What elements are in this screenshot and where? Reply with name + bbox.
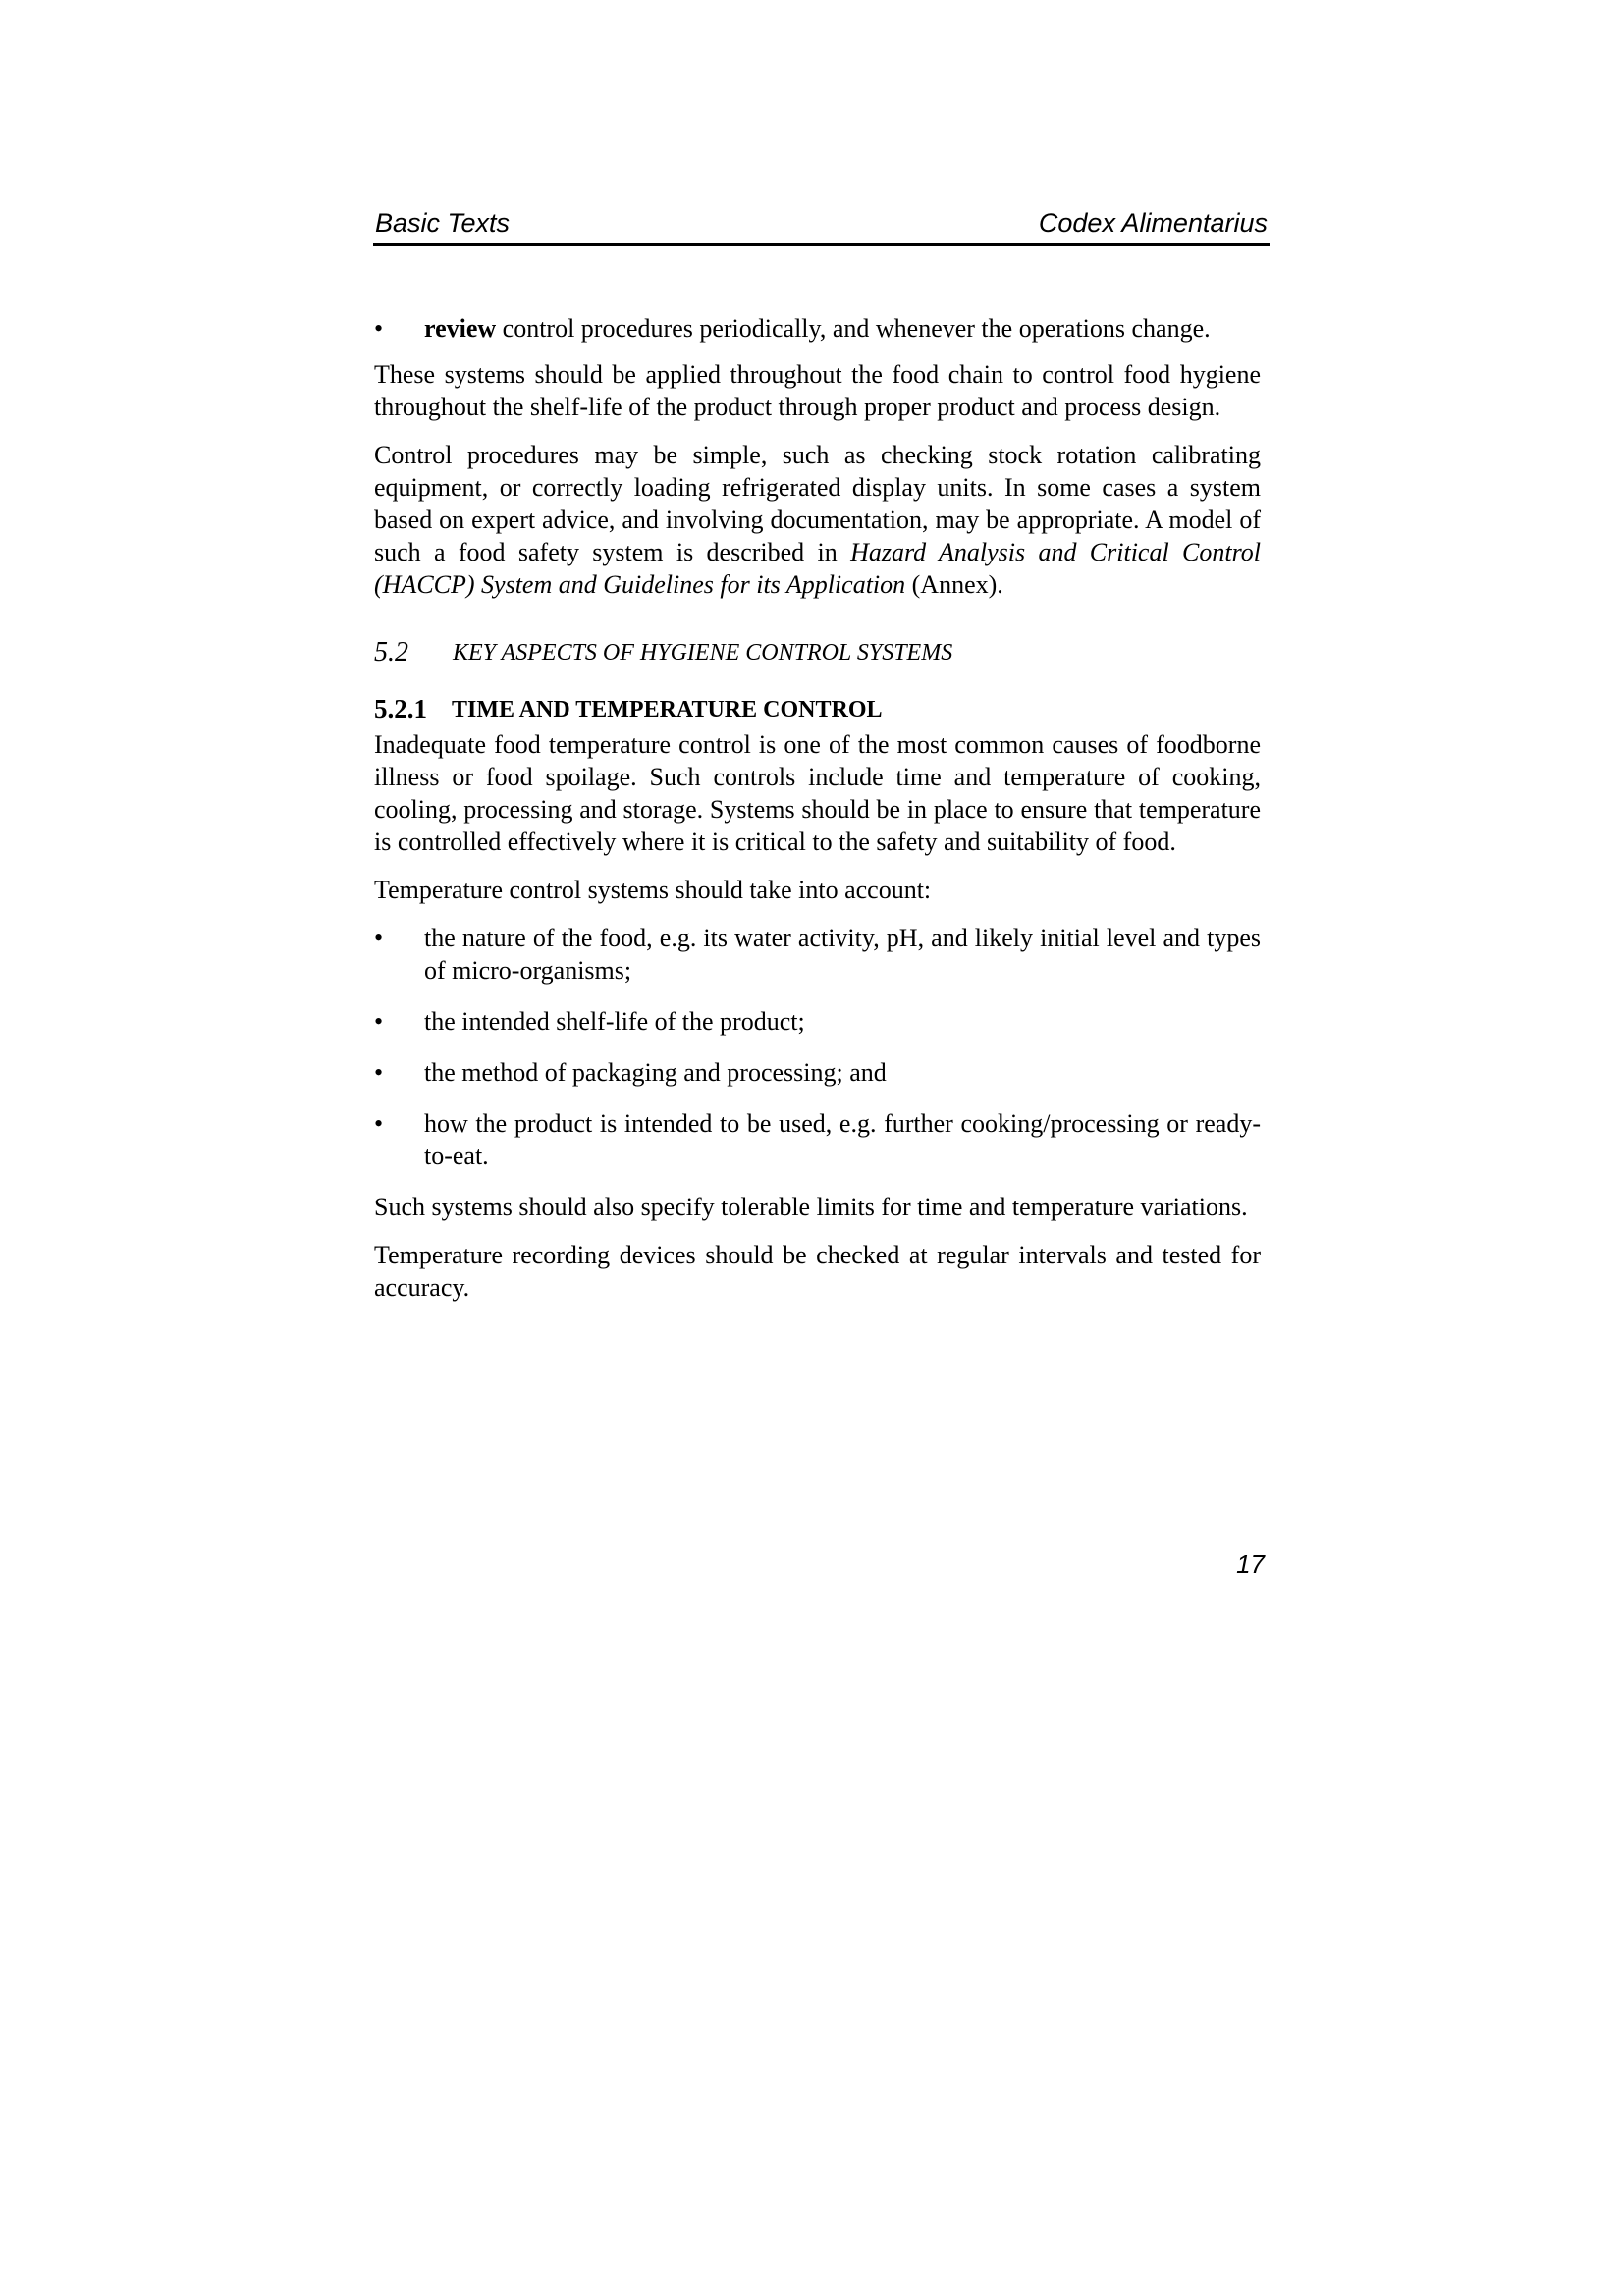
bullet-icon: •	[374, 1058, 384, 1087]
paragraph-food-chain: These systems should be applied throughout the food chain to control food hygiene throughout the shelf-life of the product through proper product and process design.	[374, 360, 1261, 421]
header-left-title: Basic Texts	[375, 208, 511, 238]
bullet-icon: •	[374, 1007, 384, 1036]
subsection-title: TIME AND TEMPERATURE CONTROL	[452, 697, 883, 722]
bullet-text: control procedures periodically, and whenever the operations change.	[496, 314, 1211, 343]
list-item-text: the method of packaging and processing; and	[424, 1058, 887, 1087]
bullet-icon: •	[374, 314, 384, 343]
paragraph-control-procedures	[374, 439, 1261, 601]
page-number: 17	[1236, 1549, 1265, 1578]
list-item-text: the intended shelf-life of the product;	[424, 1007, 805, 1036]
list-item-review	[374, 312, 1261, 345]
list-item	[374, 1056, 1261, 1089]
list-item	[374, 1005, 1261, 1038]
section-heading-5-2	[374, 636, 1261, 683]
paragraph-text-end: (Annex).	[905, 570, 1003, 599]
list-item-text: the nature of the food, e.g. its water activity, pH, and likely initial level and types of micro-organisms;	[424, 924, 1261, 985]
section-heading-5-2-1	[374, 693, 1261, 728]
bullet-bold-term: review	[424, 314, 497, 343]
subsection-number: 5.2.1	[374, 694, 427, 723]
paragraph-text: Control procedures may be simple, such as checking stock rotation calibrating equipment, or correctly loading refrigerated display units. In some cases a system based on expert advice, and involving documentation, may be appropriate. A model of such a food safety system is described in	[374, 441, 1261, 566]
list-item	[374, 1107, 1261, 1172]
list-item	[374, 922, 1261, 987]
list-item-text: how the product is intended to be used, e.g. further cooking/processing or ready-to-eat.	[424, 1109, 1261, 1170]
bullet-icon: •	[374, 924, 384, 952]
paragraph-take-into-account: Temperature control systems should take into account:	[374, 876, 932, 904]
header-right-title: Codex Alimentarius	[1038, 208, 1268, 238]
paragraph-tolerable-limits: Such systems should also specify tolerable limits for time and temperature variations.	[374, 1193, 1248, 1221]
paragraph-recording-devices: Temperature recording devices should be checked at regular intervals and tested for accuracy.	[374, 1241, 1261, 1302]
bullet-icon: •	[374, 1109, 384, 1138]
page-header	[373, 204, 1270, 246]
haccp-reference: Hazard Analysis and Critical Control (HACCP) System and Guidelines for its Application	[374, 538, 1261, 599]
section-title: KEY ASPECTS OF HYGIENE CONTROL SYSTEMS	[453, 640, 953, 666]
paragraph-temperature-control: Inadequate food temperature control is one of the most common causes of foodborne illness or food spoilage. Such controls include time and temperature of cooking, cooling, processing and storage. Systems should be in place to ensure that temperature is controlled effectively where it is critical to the safety and suitability of food.	[374, 730, 1261, 856]
page-body	[374, 312, 1261, 1319]
section-number: 5.2	[374, 637, 408, 667]
